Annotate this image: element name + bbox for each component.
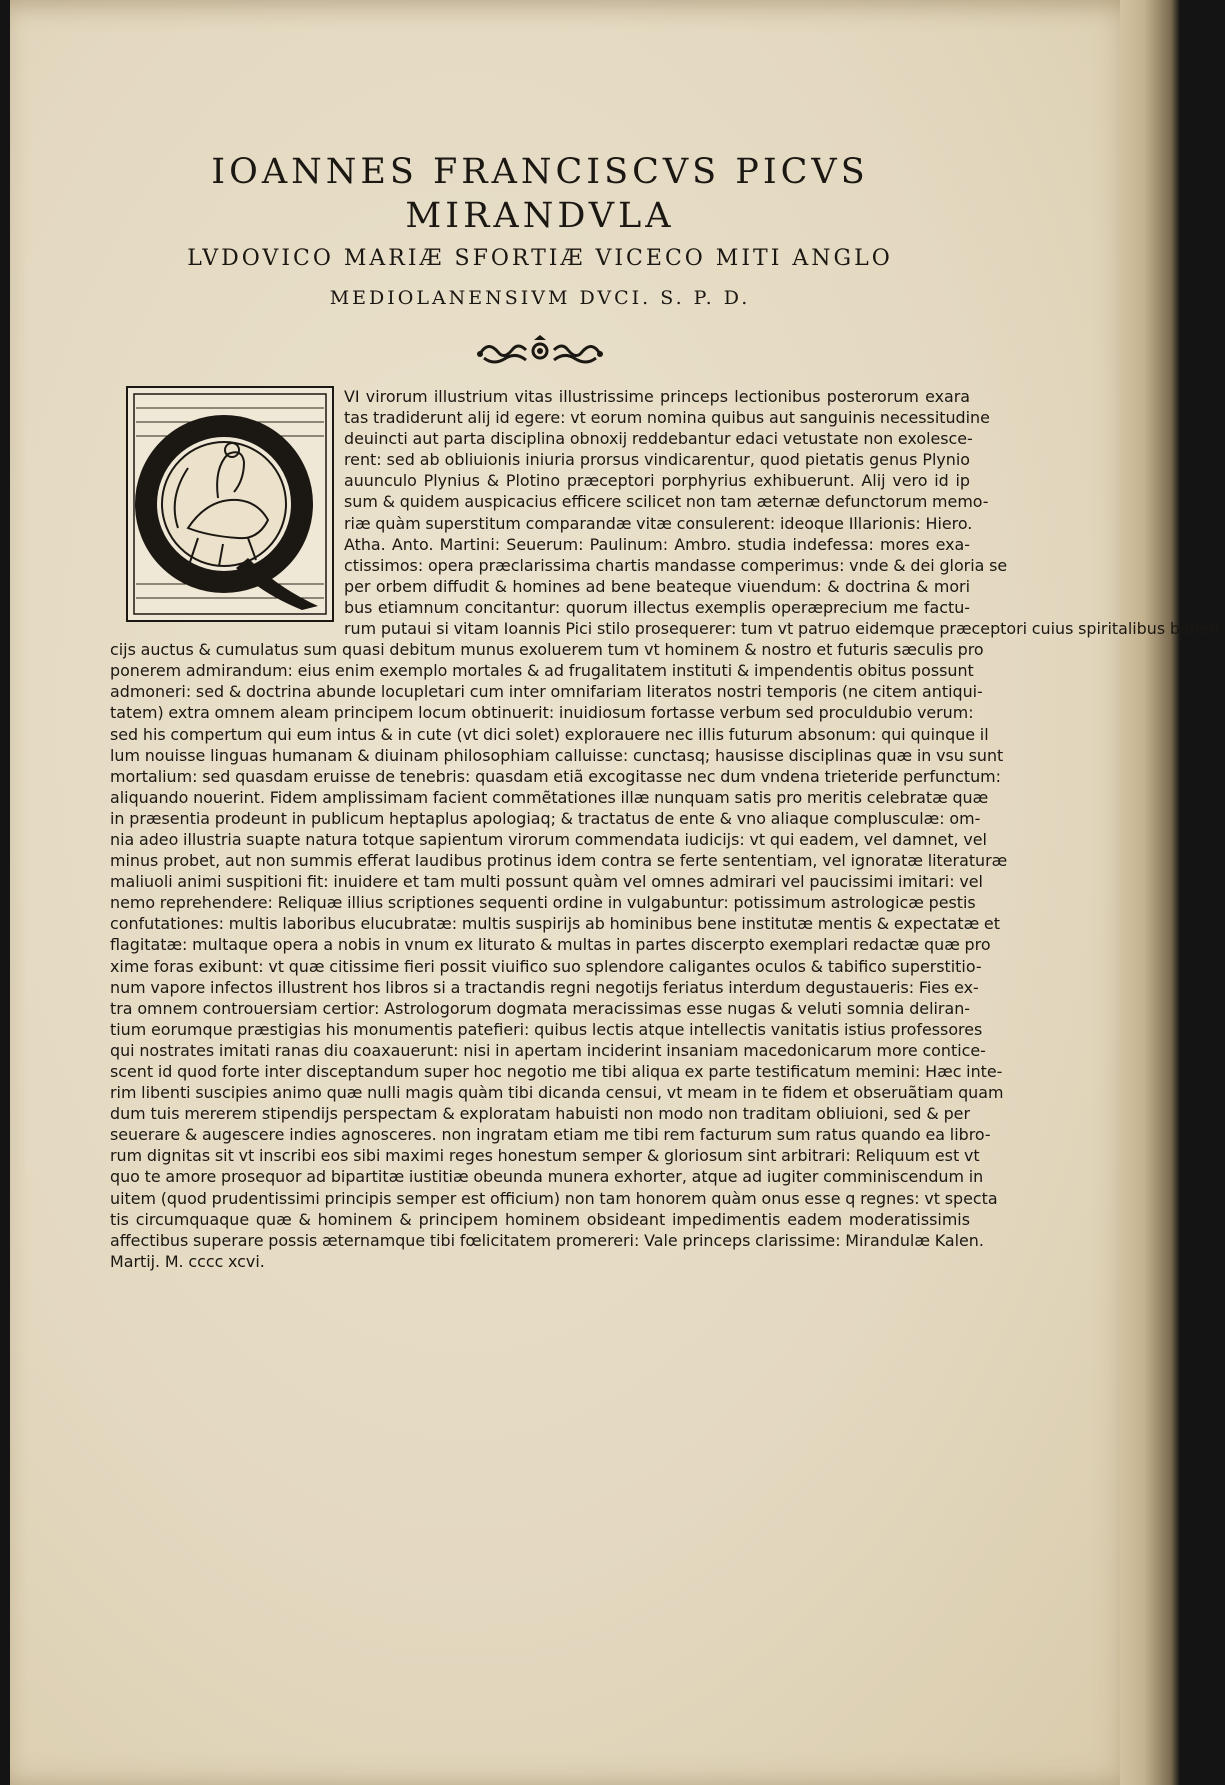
text-line: Martij. M. cccc xcvi.	[110, 1251, 265, 1271]
text-line: tis circumquaque quæ & hominem & principem hominem obsideant impedimentis eadem moderatissimis	[110, 1209, 970, 1229]
text-line: uitem (quod prudentissimi principis semper est officium) non tam honorem quàm onus esse q regnes: vt specta	[110, 1188, 998, 1208]
text-line: ponerem admirandum: eius enim exemplo mortales & ad frugalitatem instituti & impendentis obitus possunt	[110, 661, 974, 681]
text-line: riæ quàm superstitum comparandæ vitæ consulerent: ideoque Illarionis: Hiero.	[344, 513, 973, 533]
title-line-3: MEDIOLANENSIVM DVCI. S. P. D.	[329, 287, 751, 309]
text-line: nia adeo illustria suapte natura totque sapientum virorum commendata iudicijs: vt qui eadem, vel damnet, vel	[110, 829, 987, 849]
text-line: ctissimos: opera præclarissima chartis mandasse comperimus: vnde & dei gloria se	[344, 555, 1008, 575]
text-line: per orbem diffudit & homines ad bene beateque viuendum: & doctrina & mori	[344, 576, 970, 596]
text-line: cijs auctus & cumulatus sum quasi debitum munus exoluerem tum vt hominem & nostro et futuris sæculis pro	[110, 640, 984, 660]
text-line: admoneri: sed & doctrina abunde locupletari cum inter omnifariam literatos nostri temporis (ne citem antiqui-	[110, 682, 983, 702]
text-line: dum tuis mererem stipendijs perspectam & exploratam habuisti non modo non traditam obliuioni, sed & per	[110, 1104, 970, 1124]
title-line-2: LVDOVICO MARIÆ SFORTIÆ VICECO MITI ANGLO	[187, 246, 893, 271]
text-line: affectibus superare possis æternamque tibi fœlicitatem promereri: Vale princeps clarissime: Mirandulæ Kalen.	[110, 1230, 984, 1250]
letter-body	[110, 386, 1225, 1272]
text-line: maliuoli animi suspitioni fit: inuidere et tam multi possunt quàm vel omnes admirari vel paucissimi imitari: vel	[110, 872, 983, 892]
text-line: flagitatæ: multaque opera a nobis in vnum ex liturato & multas in partes discerpto exemplari redactæ quæ pro	[110, 935, 991, 955]
text-line: Atha. Anto. Martini: Seuerum: Paulinum: Ambro. studia indefessa: mores exa-	[344, 534, 970, 554]
text-line: tas tradiderunt alij id egere: vt eorum nomina quibus aut sanguinis necessitudine	[344, 408, 990, 428]
text-line: scent id quod forte inter disceptandum super hoc negotio me tibi aliqua ex parte testificatum memini: Hæc inte-	[110, 1062, 1003, 1081]
decorated-initial	[126, 386, 334, 622]
text-line: sed his compertum qui eum intus & in cute (vt dici solet) explorauere nec illis futurum absonum: qui quinque il	[110, 724, 989, 744]
text-line: nemo reprehendere: Reliquæ illius scriptiones sequenti ordine in vulgabuntur: potissimum astrologicæ pestis	[110, 893, 976, 913]
text-line: lum nouisse linguas humanam & diuinam philosophiam calluisse: cunctasq; hausisse disciplinas quæ in vsu sunt	[110, 745, 1004, 765]
text-line: qui nostrates imitati ranas diu coaxauerunt: nisi in apertam inciderint insaniam macedonicarum more contice-	[110, 1040, 986, 1060]
text-line: bus etiamnum concitantur: quorum illectus exemplis operæprecium me factu-	[344, 597, 970, 617]
text-line: rum dignitas sit vt inscribi eos sibi maximi reges honestum semper & gloriosum sint arbitrari: Reliquum est vt	[110, 1146, 980, 1166]
text-line: sum & quidem auspicacius efficere scilicet non tam æternæ defunctorum memo-	[344, 492, 989, 512]
page-edge	[1120, 0, 1180, 1785]
text-line: num vapore infectos illustrent hos libros si a tractandis regni negotijs feriatus interdum degustaueris: Fies ex-	[110, 977, 979, 997]
text-line: mortalium: sed quasdam eruisse de tenebris: quasdam etiã excogitasse nec dum vndena trieteride perfunctum:	[110, 766, 1002, 786]
text-line: quo te amore prosequor ad bipartitæ iustitiæ obeunda munera exhorter, atque ad iugiter comminiscendum in	[110, 1167, 984, 1187]
text-line: rim libenti suscipies animo quæ nulli magis quàm tibi dicanda censui, vt meam in te fidem et obseruãtiam quam	[110, 1083, 1004, 1103]
text-line: seuerare & augescere indies agnosceres. non ingratam etiam me tibi rem facturum sum ratus quando ea libro-	[110, 1125, 991, 1145]
page-content	[110, 150, 1225, 1272]
text-line: auunculo Plynius & Plotino præceptori porphyrius exhibuerunt. Alij vero id ip	[344, 471, 970, 491]
text-line: VI virorum illustrium vitas illustrissime princeps lectionibus posterorum exara	[344, 387, 970, 406]
text-line: deuincti aut parta disciplina obnoxij reddebantur edaci vetustate non exolesce-	[344, 429, 973, 449]
text-line: tatem) extra omnem aleam principem locum obtinuerit: inuidiosum fortasse verbum sed proculdubio verum:	[110, 703, 974, 723]
text-line: rum putaui si vitam Ioannis Pici stilo prosequerer: tum vt patruo eidemque præceptori cuius spiritalibus benefi-	[344, 619, 1225, 639]
text-line: tra omnem controuersiam certior: Astrologorum dogmata meracissimas esse nugas & veluti somnia deliran-	[110, 998, 970, 1018]
woodcut-q-icon	[128, 388, 332, 620]
text-line: minus probet, aut non summis efferat laudibus protinus idem contra se ferte sententiam, vel ignoratæ literaturæ	[110, 851, 1008, 871]
text-line: tium eorumque præstigias his monumentis patefieri: quibus lectis atque intellectis vanitatis istius professores	[110, 1019, 983, 1039]
text-line: in præsentia prodeunt in publicum heptaplus apologiaq; & tractatus de ente & vno aliaque complusculæ: om-	[110, 808, 981, 828]
text-line: xime foras exibunt: vt quæ citissime fieri possit viuifico suo splendore caligantes oculos & tabifico superstitio-	[110, 956, 982, 976]
text-line: confutationes: multis laboribus elucubratæ: multis suspirijs ab hominibus bene institutæ mentis & expectatæ et	[110, 914, 1000, 934]
fleuron-ornament-icon	[470, 334, 610, 368]
text-line: aliquando nouerint. Fidem amplissimam facient commẽtationes illæ nunquam satis pro meritis celebratæ quæ	[110, 787, 989, 807]
text-line: rent: sed ab obliuionis iniuria prorsus vindicarentur, quod pietatis genus Plynio	[344, 450, 970, 470]
title-line-1: IOANNES FRANCISCVS PICVS MIRANDVLA	[211, 152, 869, 236]
